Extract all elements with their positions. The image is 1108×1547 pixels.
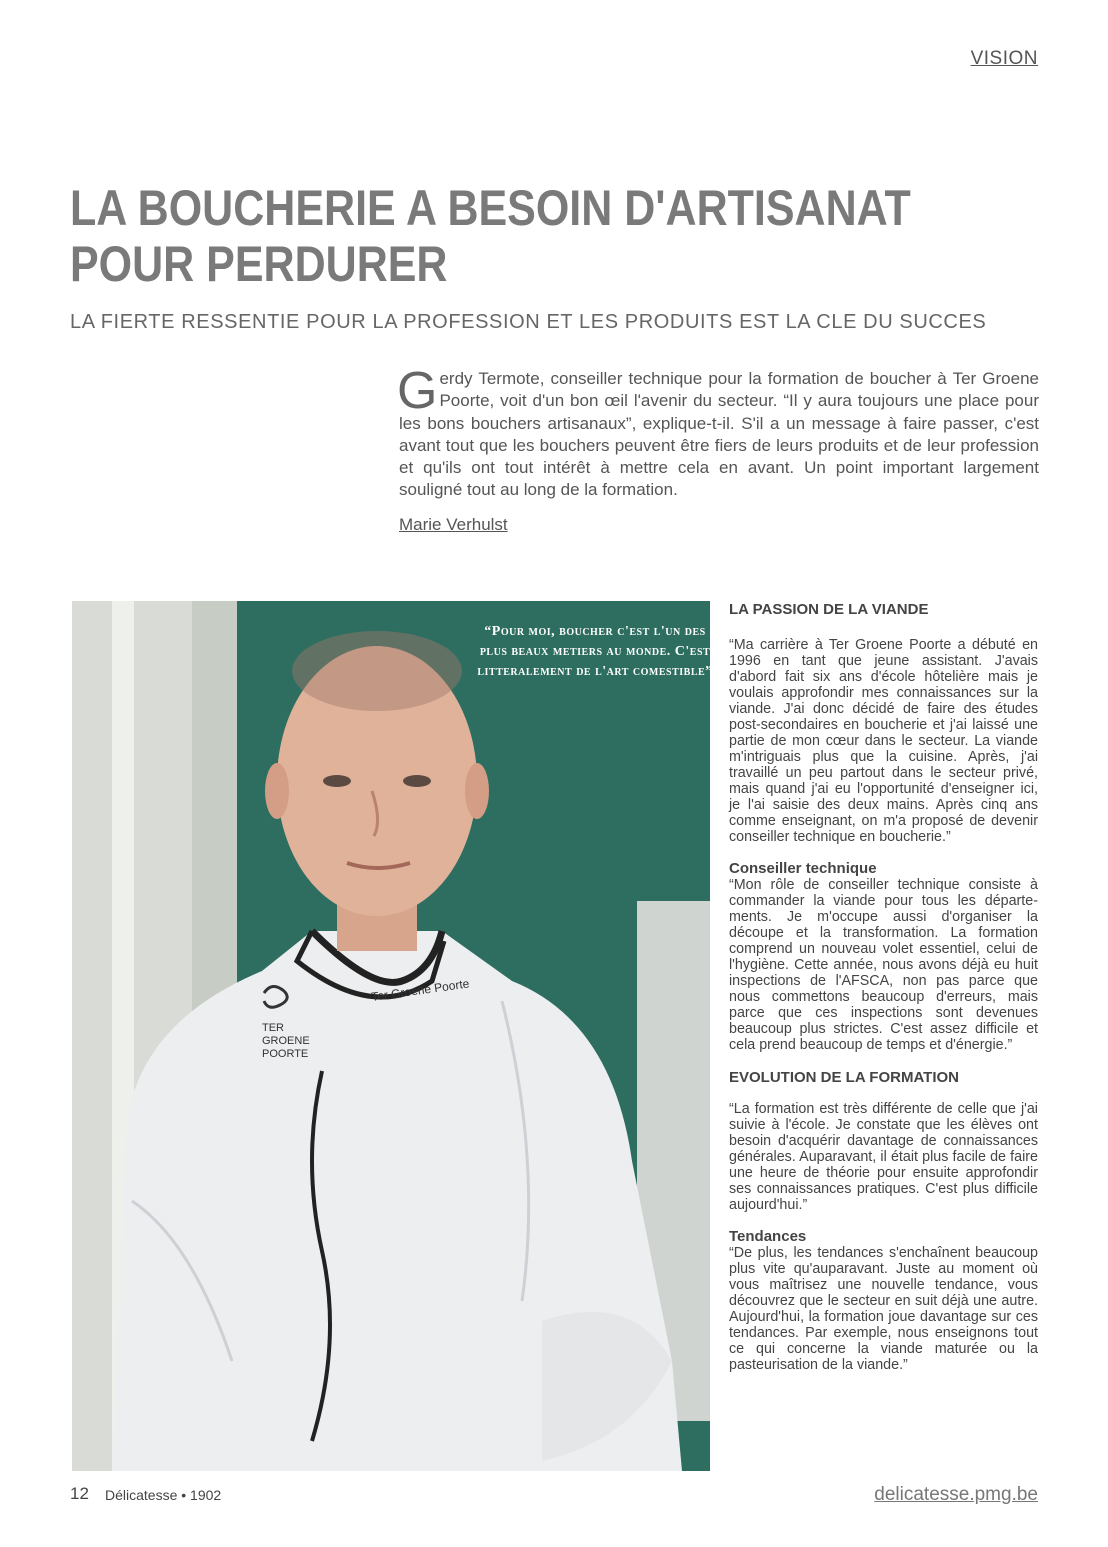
svg-text:POORTE: POORTE: [262, 1048, 309, 1060]
left-ear: [265, 763, 289, 819]
paragraph-passion: “Ma carrière à Ter Groene Poorte a débuté en 1996 en tant que jeune assistant. J'avais d'abord fait six ans d'école hôtelière mais je voulais approfondir mes connaissances sur la viande. J'ai donc décidé de faire des études post-secondaires en boucherie et j'ai laissé une partie de mon cœur dans le secteur. La viande m'intriguais plus que la cuisine. Après, j'ai travaillé un peu partout dans le secteur privé, mais quand j'ai eu l'opportunité d'enseigner ici, je l'ai saisie des deux mains. Après cinq ans comme enseignant, on m'a proposé de devenir conseiller technique en boucherie.”: [729, 637, 1038, 845]
chef-portrait-photo: [72, 601, 710, 1471]
magazine-issue: Délicatesse • 1902: [105, 1487, 222, 1503]
heading-evolution: EVOLUTION DE LA FORMATION: [729, 1069, 959, 1086]
svg-text:GROENE: GROENE: [262, 1035, 310, 1047]
headline-line-1: LA BOUCHERIE A BESOIN D'ARTISANAT: [70, 180, 911, 236]
right-ear: [465, 763, 489, 819]
website-link[interactable]: delicatesse.pmg.be: [874, 1484, 1038, 1505]
hair: [292, 631, 462, 711]
portrait-illustration: [72, 601, 710, 1471]
right-eye: [403, 775, 431, 787]
svg-text:TER: TER: [262, 1022, 284, 1034]
author-byline: Marie Verhulst: [399, 515, 508, 534]
headline-line-2: POUR PERDURER: [70, 236, 448, 292]
subtitle: LA FIERTE RESSENTIE POUR LA PROFESSION ET LES PRODUITS EST LA CLE DU SUCCES: [70, 311, 987, 333]
section-tag: VISION: [970, 48, 1038, 69]
jacket-embroidery: Ter Groene Poorte: [370, 976, 471, 1004]
page-number: 12: [70, 1484, 89, 1503]
subheading-tendances: Tendances: [729, 1228, 807, 1245]
paragraph-conseiller: “Mon rôle de conseiller technique consiste à commander la viande pour tous les départements. Je m'occupe aussi d'organiser la découpe et la transformation. La formation comprend un nouveau volet essentiel, celui de l'hygiène. Cette année, nous avons déjà eu huit inspections de l'AFSCA, non pas parce que nous commettons beaucoup d'erreurs, mais parce que ces inspections sont devenues beaucoup plus strictes. C'est assez difficile et cela prend beaucoup de temps et d'énergie.”: [729, 877, 1038, 1053]
subheading-conseiller: Conseiller technique: [729, 860, 877, 877]
headline: [70, 180, 913, 292]
paragraph-tendances: “De plus, les tendances s'enchaînent beaucoup plus vite qu'auparavant. Juste au moment où vous maîtrisez une nouvelle tendance, vous découvrez que le secteur en suit déjà une autre. Aujourd'hui, la formation joue davantage sur ces tendances. Par exemple, nous enseignons tout ce qui concerne la viande maturée ou la pasteurisation de la viande.”: [729, 1245, 1038, 1373]
pull-quote: “Pour moi, boucher c'est l'un des plus beaux metiers au monde. C'est litteralement de l'art comestible”: [477, 624, 713, 679]
drop-cap: G: [397, 362, 438, 420]
heading-passion: LA PASSION DE LA VIANDE: [729, 601, 929, 618]
article-column: [729, 601, 1038, 1373]
intro-paragraph: [397, 362, 1039, 502]
left-eye: [323, 775, 351, 787]
intro-text: erdy Termote, conseiller technique pour la formation de boucher à Ter Groene Poorte, voit d'un bon œil l'avenir du secteur. “Il y aura toujours une place pour les bons bouchers artisanaux”, explique-t-il. S'il a un message à faire passer, c'est avant tout que les bouchers peuvent être fiers de leurs produits et de leur profession et qu'ils ont tout intérêt à mettre cela en avant. Un point important largement souligné tout au long de la formation.: [399, 369, 1039, 500]
paragraph-evolution: “La formation est très différente de celle que j'ai suivie à l'école. Je constate que les élèves ont besoin d'acquérir davantage de connaissances générales. Auparavant, il était plus facile de faire une heure de théorie pour ensuite approfondir ses connaissances pratiques. C'est plus difficile aujourd'hui.”: [729, 1101, 1038, 1213]
